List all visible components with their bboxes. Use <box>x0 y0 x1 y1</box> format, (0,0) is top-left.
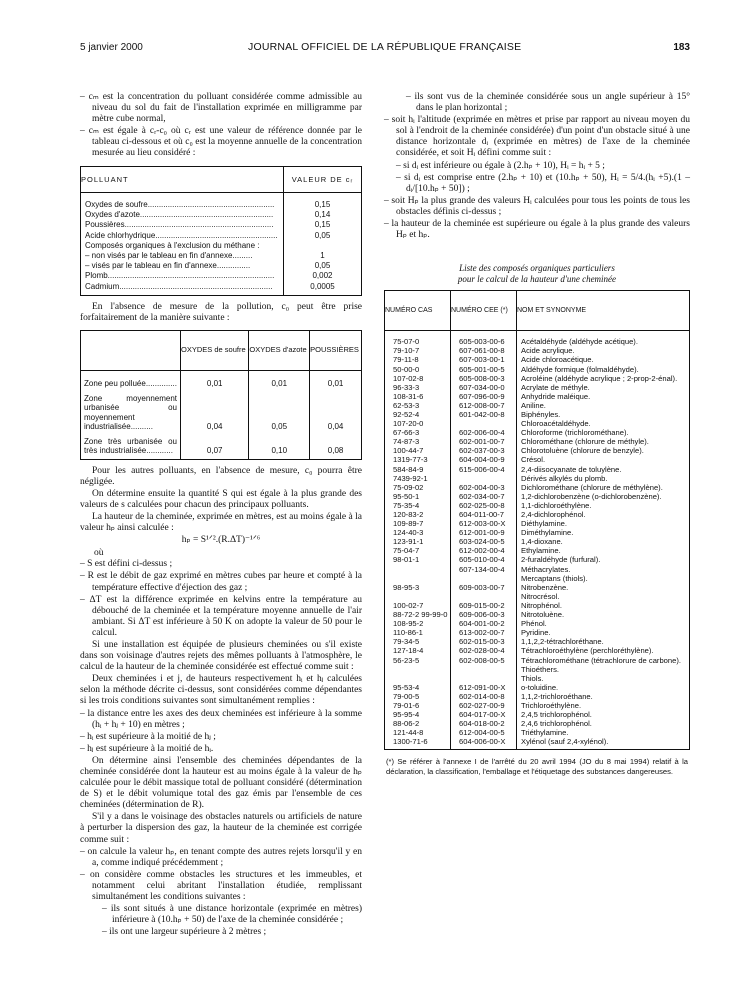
cee-number <box>451 574 517 583</box>
cas-number: 79-11-8 <box>393 355 419 365</box>
table-row <box>385 683 690 692</box>
cas-number: 121-44-8 <box>393 728 424 738</box>
pollutant-value: 0,15 <box>284 220 362 230</box>
table-row <box>385 401 690 410</box>
pollutant-value: 0,0005 <box>284 282 362 296</box>
list-item: – on calcule la valeur hₚ, en tenant compte des autres rejets lorsqu'il y en a, comme indiqué précédemment ; <box>80 846 362 868</box>
left-column <box>80 92 362 939</box>
table-row <box>81 282 362 296</box>
zone-value: 0,05 <box>249 392 310 435</box>
reference-values-table <box>80 166 362 296</box>
list-item: – la hauteur de la cheminée est supérieure ou égale à la plus grande des valeurs Hₚ et hₚ. <box>384 219 690 241</box>
paragraph: Deux cheminées i et j, de hauteurs respectivement hᵢ et hⱼ calculées selon la méthode décrite ci-dessus, sont considérées comme dépendantes si les trois conditions suivantes sont simultanément remplies : <box>80 674 362 707</box>
cas-number: 100-02-7 <box>393 600 424 610</box>
pollutant-value: 0,14 <box>284 210 362 220</box>
cee-number: 605-003-00-6 <box>451 331 517 347</box>
list-item: – ils ont une largeur supérieure à 2 mètres ; <box>102 927 267 938</box>
cas-number <box>385 592 451 601</box>
cee-number: 609-003-00-7 <box>451 583 517 592</box>
column-header-poussieres: POUSSIÈRES <box>310 331 362 371</box>
compound-name: Nitrotoluène. <box>517 610 690 619</box>
cas-number: 107-02-8 <box>393 373 424 383</box>
cee-number: 602-037-00-3 <box>451 446 517 455</box>
paragraph: Si une installation est équipée de plusieurs cheminées ou s'il existe dans son voisinage d'autres rejets des mêmes polluants à l'atmosphère, le calcul de la hauteur de la cheminée considérée est effectué comme suit : <box>80 639 362 673</box>
cee-number <box>451 674 517 683</box>
cas-number <box>385 665 451 674</box>
cas-number <box>385 574 451 583</box>
compounds-list <box>385 331 690 750</box>
journal-title: JOURNAL OFFICIEL DE LA RÉPUBLIQUE FRANÇAISE <box>248 41 522 53</box>
table-row <box>385 465 690 474</box>
cee-number: 602-025-00-8 <box>451 501 517 510</box>
compound-name: Anhydride maléique. <box>517 392 690 401</box>
list-item: – ils sont situés à une distance horizontale (exprimée en mètres) inférieure à (10.hₚ + 50) de l'axe de la cheminée considérée ; <box>102 904 362 926</box>
cee-number: 601-042-00-8 <box>451 410 517 419</box>
cee-number: 602-001-00-7 <box>451 437 517 446</box>
cas-number: 98-01-1 <box>393 555 420 565</box>
cee-number: 607-061-00-8 <box>451 346 517 355</box>
compound-name: Acroléine (aldéhyde acrylique ; 2-prop-2-énal). <box>517 374 690 383</box>
compound-name: Dichlorométhane (chlorure de méthylène). <box>517 483 690 492</box>
cas-number: 75-04-7 <box>393 546 420 556</box>
table-row <box>81 231 362 241</box>
cas-number: 74-87-3 <box>393 437 420 447</box>
pollutant-name: Poussières................................................................... <box>85 220 274 230</box>
table-row <box>385 537 690 546</box>
compound-name: Thioéthers. <box>517 665 690 674</box>
table-row <box>81 392 362 435</box>
cas-number: 92-52-4 <box>393 409 420 419</box>
pollutant-name: – visés par le tableau en fin d'annexe............... <box>85 261 251 271</box>
pollutant-value: 0,05 <box>284 231 362 241</box>
cas-number: 108-95-2 <box>393 619 424 629</box>
pollutant-value <box>284 241 362 251</box>
list-item: – si dᵢ est inférieure ou égale à (2.hₚ + 10), Hᵢ = hᵢ + 5 ; <box>396 160 605 171</box>
table-row <box>385 601 690 610</box>
table-row <box>81 371 362 392</box>
cas-number: 75-35-4 <box>393 500 420 510</box>
cee-number: 604-017-00-X <box>451 710 517 719</box>
paragraph: Pour les autres polluants, en l'absence de mesure, c₀ pourra être négligée. <box>80 465 362 487</box>
pollutant-name: Composés organiques à l'exclusion du méthane : <box>85 240 260 250</box>
table-row <box>385 510 690 519</box>
cas-number: 96-33-3 <box>393 382 420 392</box>
cas-number: 50-00-0 <box>393 364 420 374</box>
table-row <box>385 656 690 665</box>
table-row <box>385 592 690 601</box>
compound-name: Triéthylamine. <box>517 728 690 737</box>
compound-name: 2,4,6 trichlorophénol. <box>517 719 690 728</box>
table-row <box>81 241 362 251</box>
organic-compounds-table <box>384 290 690 750</box>
table-row <box>385 365 690 374</box>
cee-number: 607-003-00-1 <box>451 355 517 364</box>
table-row <box>385 392 690 401</box>
compound-name: o-toluidine. <box>517 683 690 692</box>
compound-name: 1,2-dichlorobenzène (o-dichlorobenzène). <box>517 492 690 501</box>
table-row <box>385 492 690 501</box>
table-row <box>385 728 690 737</box>
cee-number: 605-008-00-3 <box>451 374 517 383</box>
zone-label: Zone moyennement urbanisée ou moyennement industrialisée.......... <box>84 393 177 432</box>
list-item: – ils sont vus de la cheminée considérée sous un angle supérieur à 15° dans le plan horizontal ; <box>406 92 690 114</box>
cee-number: 604-001-00-2 <box>451 619 517 628</box>
table-row <box>81 200 362 210</box>
table-row <box>385 346 690 355</box>
cas-number: 79-10-7 <box>393 346 420 356</box>
cee-number: 612-001-00-9 <box>451 528 517 537</box>
cee-number: 604-011-00-7 <box>451 510 517 519</box>
table-row <box>81 220 362 230</box>
cas-number <box>385 565 451 574</box>
zone-value: 0,04 <box>310 392 362 435</box>
cee-number <box>451 474 517 483</box>
compound-name: Pyridine. <box>517 628 690 637</box>
table-row <box>385 619 690 628</box>
cas-number: 95-50-1 <box>393 491 420 501</box>
column-header-valeur: VALEUR DE cᵣ <box>284 166 362 192</box>
compound-name: Acrylate de méthyle. <box>517 383 690 392</box>
right-column <box>384 92 690 776</box>
compound-name: Chlorométhane (chlorure de méthyle). <box>517 437 690 446</box>
table-row <box>385 419 690 428</box>
table-row <box>385 701 690 710</box>
cas-number <box>385 674 451 683</box>
compound-name: Mercaptans (thiols). <box>517 574 690 583</box>
compound-name: Thiols. <box>517 674 690 683</box>
page-header <box>80 40 690 56</box>
cas-number: 107-20-0 <box>393 419 424 429</box>
pollutant-value: 1 <box>284 251 362 261</box>
issue-date: 5 janvier 2000 <box>80 42 143 53</box>
pollutant-name: Plomb........................................................................... <box>85 271 275 281</box>
table-row <box>385 546 690 555</box>
cas-number: 67-66-3 <box>393 428 420 438</box>
zone-label: Zone très urbanisée ou très industrialisée............ <box>84 436 177 456</box>
zone-value: 0,08 <box>310 435 362 460</box>
cas-number: 110-86-1 <box>393 628 423 638</box>
pollutant-name: – non visés par le tableau en fin d'annexe......... <box>85 251 253 261</box>
compound-name: Diéthylamine. <box>517 519 690 528</box>
table-row <box>81 261 362 271</box>
paragraph: On détermine ensuite la quantité S qui est égale à la plus grande des valeurs de s calculées pour chacun des principaux polluants. <box>80 488 362 510</box>
list-item: – soit Hₚ la plus grande des valeurs Hᵢ calculées pour tous les points de tous les obstacles définis ci-dessus ; <box>384 195 690 217</box>
cee-number: 602-004-00-3 <box>451 483 517 492</box>
cas-number: 79-01-6 <box>393 700 420 710</box>
list-item: – soit hᵢ l'altitude (exprimée en mètres et prise par rapport au niveau moyen du sol à l'endroit de la cheminée considérée) d'un point d'un obstacle situé à une distance horizontale dᵢ (exprimée en mètres) de l'axe de la cheminée considérée, et soit Hᵢ défini comme suit : <box>384 115 690 159</box>
list-item: – ΔT est la différence exprimée en kelvins entre la température au débouché de la cheminée et la température moyenne annuelle de l'air ambiant. Si ΔT est inférieure à 50 K on adopte la valeur de 50 pour le calcul. <box>80 594 362 638</box>
table-row <box>385 674 690 683</box>
table-row <box>385 374 690 383</box>
list-item: – R est le débit de gaz exprimé en mètres cubes par heure et compté à la température effective d'éjection des gaz ; <box>80 571 362 593</box>
cee-number: 602-027-00-9 <box>451 701 517 710</box>
cee-number <box>451 665 517 674</box>
table-row <box>81 210 362 220</box>
cas-number: 120-83-2 <box>393 510 424 519</box>
table-row <box>385 692 690 701</box>
cas-number: 124-40-3 <box>393 528 424 538</box>
column-header-oxydes-azote: OXYDES d'azote <box>249 331 310 371</box>
compound-name: Nitrobenzène. <box>517 583 690 592</box>
cee-number: 607-134-00-4 <box>451 565 517 574</box>
pollutant-value: 0,05 <box>284 261 362 271</box>
cee-number: 609-015-00-2 <box>451 601 517 610</box>
column-header-polluant: POLLUANT <box>81 166 284 192</box>
table-row <box>385 410 690 419</box>
table-row <box>385 528 690 537</box>
table-row <box>385 428 690 437</box>
table-row <box>81 435 362 460</box>
zone-value: 0,07 <box>181 435 249 460</box>
cas-number: 88-72-2 99-99-0 <box>393 610 448 620</box>
table-row <box>385 628 690 637</box>
cee-number: 613-002-00-7 <box>451 628 517 637</box>
cee-number: 602-034-00-7 <box>451 492 517 501</box>
zone-value: 0,10 <box>249 435 310 460</box>
page-number: 183 <box>673 42 690 53</box>
cee-number: 602-006-00-4 <box>451 428 517 437</box>
table-row <box>385 737 690 750</box>
cee-number: 615-006-00-4 <box>451 465 517 474</box>
cas-number: 79-34-5 <box>393 637 420 647</box>
cas-number: 584-84-9 <box>393 464 424 474</box>
pollutant-value: 0,15 <box>284 200 362 210</box>
paragraph: S'il y a dans le voisinage des obstacles naturels ou artificiels de nature à perturber la dispersion des gaz, la hauteur de la cheminée est corrigée comme suit : <box>80 812 362 845</box>
compound-name: 1,1,2,2-tétrachloréthane. <box>517 637 690 646</box>
table-row <box>385 519 690 528</box>
cas-number: 127-18-4 <box>393 646 424 656</box>
column-header-oxydes-soufre: OXYDES de soufre <box>181 331 249 371</box>
cee-number: 612-003-00-X <box>451 519 517 528</box>
cas-number: 7439-92-1 <box>393 473 428 483</box>
table-footnote: (*) Se référer à l'annexe I de l'arrêté du 20 avril 1994 (JO du 8 mai 1994) relatif à la déclaration, la classification, l'emballage et l'étiquetage des substances dangereuses. <box>386 757 688 776</box>
zone-value: 0,01 <box>181 371 249 392</box>
column-header-cee: NUMÉRO CEE (*) <box>451 291 517 331</box>
compound-name: Tétrachloroéthylène (perchloréthylène). <box>517 646 690 655</box>
list-item: – hᵢ est supérieure à la moitié de hⱼ ; <box>80 731 216 742</box>
cas-number: 88-06-2 <box>393 719 420 729</box>
compound-name: Aniline. <box>517 401 690 410</box>
cee-number: 612-091-00-X <box>451 683 517 692</box>
cas-number: 123-91-1 <box>393 537 424 547</box>
cas-number: 62-53-3 <box>393 400 420 410</box>
table-row <box>385 637 690 646</box>
table-caption: Liste des composés organiques particuliers pour le calcul de la hauteur d'une cheminée <box>457 263 617 284</box>
compound-name: Ethylamine. <box>517 546 690 555</box>
table-row <box>385 646 690 655</box>
pollutant-name: Oxydes de soufre......................................................... <box>85 200 275 210</box>
pollutant-name: Cadmium..................................................................... <box>85 281 273 291</box>
cas-number: 1319-77-3 <box>393 455 428 465</box>
cee-number: 612-008-00-7 <box>451 401 517 410</box>
cee-number: 612-004-00-5 <box>451 728 517 737</box>
compound-name: Aldéhyde formique (folmaldéhyde). <box>517 365 690 374</box>
cee-number: 602-008-00-5 <box>451 656 517 665</box>
compound-name: Acide acrylique. <box>517 346 690 355</box>
cas-number: 56-23-5 <box>393 655 420 665</box>
cee-number: 604-018-00-2 <box>451 719 517 728</box>
compound-name: Crésol. <box>517 455 690 464</box>
zone-label: Zone peu polluée.............. <box>84 379 177 389</box>
zone-value: 0,04 <box>181 392 249 435</box>
cas-number: 109-89-7 <box>393 519 424 529</box>
cas-number: 1300-71-6 <box>393 737 428 747</box>
cee-number: 604-004-00-9 <box>451 455 517 464</box>
compound-name: 2,4,5 trichlorophénol. <box>517 710 690 719</box>
compound-name: 1,1-dichloroéthylène. <box>517 501 690 510</box>
cee-number: 602-028-00-4 <box>451 646 517 655</box>
zone-value: 0,01 <box>310 371 362 392</box>
definition-cm: – cₘ est la concentration du polluant considérée comme admissible au niveau du sol du fait de l'installation exprimée en milligramme par mètre cube normal, <box>80 92 362 125</box>
compound-name: Acide chloroacétique. <box>517 355 690 364</box>
table-row <box>385 501 690 510</box>
cee-number: 604-006-00-X <box>451 737 517 750</box>
compound-name: Chloroacétaldéhyde. <box>517 419 690 428</box>
cee-number: 605-001-00-5 <box>451 365 517 374</box>
table-row <box>385 565 690 574</box>
compound-name: Tétrachlorométhane (tétrachlorure de carbone). <box>517 656 690 665</box>
table-row <box>385 437 690 446</box>
cas-number: 95-53-4 <box>393 682 420 692</box>
table-row <box>385 719 690 728</box>
list-item: – on considère comme obstacles les structures et les immeubles, et notamment celui abritant l'installation étudiée, remplissant simultanément les conditions suivantes : <box>80 869 362 903</box>
where-label: où <box>94 548 104 559</box>
compound-name: Xylénol (sauf 2,4-xylénol). <box>517 737 690 750</box>
cee-number: 612-002-00-4 <box>451 546 517 555</box>
table-row <box>81 251 362 261</box>
compound-name: 2,4-diisocyanate de toluylène. <box>517 465 690 474</box>
table-row <box>385 483 690 492</box>
table-row <box>385 455 690 464</box>
compound-name: Phénol. <box>517 619 690 628</box>
cas-number: 75-07-0 <box>393 337 420 347</box>
zone-value: 0,01 <box>249 371 310 392</box>
table-row <box>385 474 690 483</box>
list-item: – la distance entre les axes des deux cheminées est inférieure à la somme (hᵢ + hⱼ + 10) en mètres ; <box>80 708 362 730</box>
cee-number: 607-034-00-0 <box>451 383 517 392</box>
table-row <box>385 446 690 455</box>
cas-number: 108-31-6 <box>393 391 424 401</box>
pollutant-value: 0,002 <box>284 271 362 281</box>
paragraph: On détermine ainsi l'ensemble des cheminées dépendantes de la cheminée considérée dont la hauteur est au moins égale à la valeur de hₚ calculée pour le débit massique total de polluant considéré (détermination de S) et le débit volumique total des gaz émis par l'ensemble de ces cheminées (détermination de R). <box>80 755 362 811</box>
compound-name: 1,4-dioxane. <box>517 537 690 546</box>
table-row <box>385 665 690 674</box>
cas-number: 98-95-3 <box>393 582 420 592</box>
table-row <box>385 610 690 619</box>
compound-name: Chloroforme (trichlorométhane). <box>517 428 690 437</box>
table-row <box>385 583 690 592</box>
compound-name: Chlorotoluène (chlorure de benzyle). <box>517 446 690 455</box>
pollutant-name: Acide chlorhydrique....................................................... <box>85 230 278 240</box>
compound-name: 2-furaldéhyde (furfural). <box>517 555 690 564</box>
definition-cr: – cₘ est égale à cᵣ-c₀ où cᵣ est une valeur de référence donnée par le tableau ci-dessous et où c₀ est la moyenne annuelle de la concentration mesurée au lieu considéré : <box>80 126 362 159</box>
compound-name: Acétaldéhyde (aldéhyde acétique). <box>517 331 690 347</box>
table-row <box>385 331 690 347</box>
compound-name: Nitrocrésol. <box>517 592 690 601</box>
compound-name: 2,4-dichlorophénol. <box>517 510 690 519</box>
compound-name: Nitrophénol. <box>517 601 690 610</box>
compound-name: Biphényles. <box>517 410 690 419</box>
table-row <box>385 710 690 719</box>
table-row <box>81 271 362 281</box>
table-row <box>385 574 690 583</box>
paragraph: La hauteur de la cheminée, exprimée en mètres, est au moins égale à la valeur hₚ ainsi calculée : <box>80 511 362 534</box>
cee-number <box>451 419 517 428</box>
column-header-cas: NUMÉRO CAS <box>385 291 451 331</box>
stack-height-formula: hₚ = S¹ᐟ².(R.ΔT)⁻¹ᐟ⁶ <box>181 535 261 546</box>
table-row <box>385 355 690 364</box>
table-row <box>385 383 690 392</box>
compound-name: Dérivés alkylés du plomb. <box>517 474 690 483</box>
cee-number: 603-024-00-5 <box>451 537 517 546</box>
cee-number: 602-014-00-8 <box>451 692 517 701</box>
table-row <box>385 555 690 564</box>
compound-name: Méthacrylates. <box>517 565 690 574</box>
compound-name: Diméthylamine. <box>517 528 690 537</box>
list-item: – S est défini ci-dessus ; <box>80 559 173 570</box>
list-item: – si dᵢ est comprise entre (2.hₚ + 10) et (10.hₚ + 50), Hᵢ = 5/4.(hᵢ +5).(1 – dᵢ/[10.hₚ + 50]) ; <box>396 172 690 194</box>
cee-number <box>451 592 517 601</box>
cee-number: 609-006-00-3 <box>451 610 517 619</box>
paragraph: En l'absence de mesure de la pollution, c₀ peut être prise forfaitairement de la manière suivante : <box>80 301 362 323</box>
list-item: – hⱼ est supérieure à la moitié de hᵢ. <box>80 743 214 754</box>
compound-name: 1,1,2-trichloroéthane. <box>517 692 690 701</box>
cas-number: 100-44-7 <box>393 446 424 456</box>
background-concentration-table <box>80 330 362 460</box>
cee-number: 602-015-00-3 <box>451 637 517 646</box>
column-header-name: NOM ET SYNONYME <box>517 291 690 331</box>
cee-number: 605-010-00-4 <box>451 555 517 564</box>
cas-number: 95-95-4 <box>393 710 420 720</box>
cas-number: 75-09-02 <box>393 482 424 492</box>
cas-number: 79-00-5 <box>393 691 420 701</box>
cee-number: 607-096-00-9 <box>451 392 517 401</box>
pollutant-name: Oxydes d'azote............................................................ <box>85 210 274 220</box>
compound-name: Trichloroéthylène. <box>517 701 690 710</box>
